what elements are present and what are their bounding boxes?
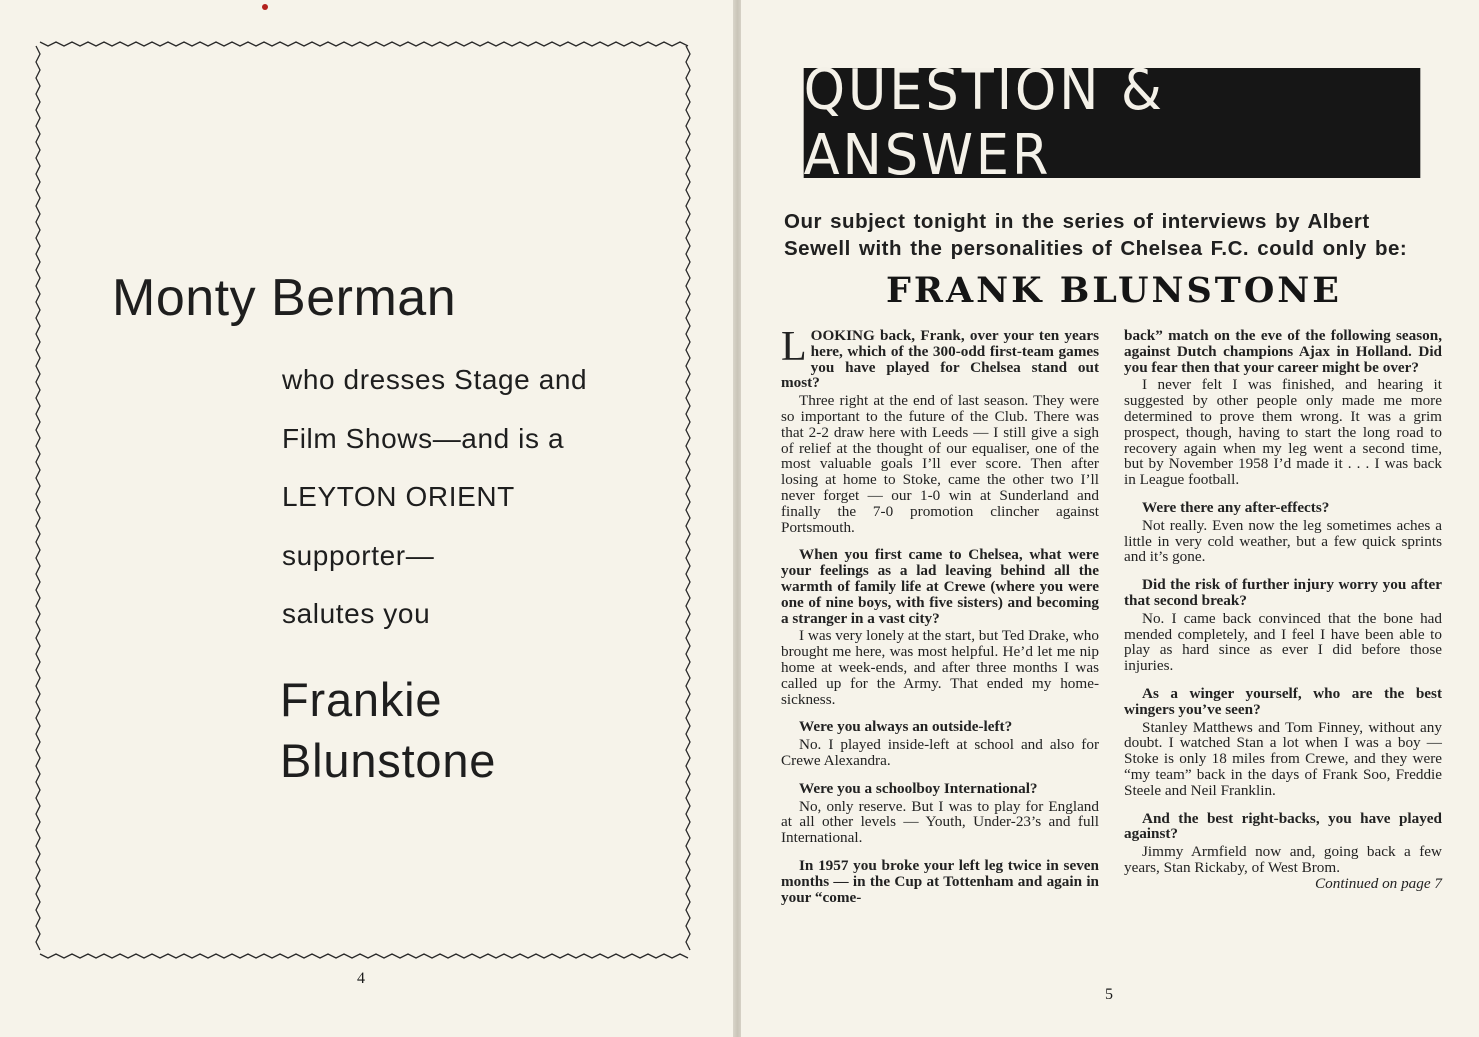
border-zigzag-edge bbox=[40, 954, 688, 958]
left-page bbox=[0, 0, 735, 1037]
answer: Stanley Matthews and Tom Finney, without any doubt. I watched Stan a lot when I was a boy — Stoke is only 18 miles from Crewe, and they were “my team” back in the days of Frank Soo, Freddie Steele and Neil Franklin. bbox=[1124, 718, 1442, 799]
player-surname: Blunstone bbox=[280, 734, 497, 787]
question: Did the risk of further injury worry you after that second break? bbox=[1124, 576, 1442, 609]
continued-note: Continued on page 7 bbox=[1315, 874, 1442, 892]
question: And the best right-backs, you have played against? bbox=[1124, 809, 1442, 843]
border-zigzag-edge bbox=[36, 46, 40, 950]
drop-cap: L bbox=[781, 324, 807, 370]
question: Were you always an outside-left? bbox=[799, 718, 1013, 736]
question: As a winger yourself, who are the best wingers you’ve seen? bbox=[1124, 684, 1442, 718]
advertiser-name: Monty Berman bbox=[112, 269, 457, 327]
question: When you first came to Chelsea, what were your feelings as a lad leaving behind all the warmth of family life at Crewe (where you were one of nine boys, with five sisters) and becoming a stranger in a vast city? bbox=[781, 546, 1099, 627]
question-continued: back” match on the eve of the following season, against Dutch champions Ajax in Holland. Did you fear then that your career might be over? bbox=[1124, 327, 1442, 376]
border-zigzag-edge bbox=[40, 42, 688, 46]
qa-item bbox=[781, 324, 1099, 536]
qa-item bbox=[1124, 811, 1442, 876]
qa-item bbox=[1124, 328, 1442, 488]
answer: No, only reserve. But I was to play for England at all other levels — Youth, Under-23’s and full International. bbox=[781, 797, 1099, 847]
qa-item bbox=[781, 781, 1099, 846]
ad-line: salutes you bbox=[282, 598, 431, 629]
answer: Not really. Even now the leg sometimes aches a little in very cold weather, but a few quick sprints and it’s gone. bbox=[1124, 516, 1442, 566]
qa-item bbox=[781, 719, 1099, 768]
player-first-name: Frankie bbox=[280, 673, 443, 726]
question: Were there any after-effects? bbox=[1142, 498, 1330, 516]
answer: No. I came back convinced that the bone had mended completely, and I feel I have been able to play as hard since as ever I did before those injuries. bbox=[1124, 609, 1442, 675]
intro-text: Our subject tonight in the series of interviews by Albert Sewell with the personalities of Chelsea F.C. could only be: bbox=[784, 210, 1408, 260]
article-column-left bbox=[781, 324, 1099, 917]
article-column-right bbox=[1124, 328, 1442, 892]
answer: I was very lonely at the start, but Ted Drake, who brought me here, was most helpful. He’d let me nip home at week-ends, and after three months I was called up for the Army. That ended my home-sickness. bbox=[781, 627, 1099, 708]
ad-line: LEYTON ORIENT bbox=[282, 481, 515, 512]
qa-item bbox=[781, 547, 1099, 707]
ink-dot bbox=[262, 4, 268, 10]
question-text: OOKING back, Frank, over your ten years here, which of the 300-odd first-team games you have played for Chelsea stand out most? bbox=[781, 327, 1099, 392]
ad-line: Film Shows—and is a bbox=[282, 423, 565, 454]
qa-item bbox=[1124, 500, 1442, 565]
subject-name: FRANK BLUNSTONE bbox=[886, 270, 1342, 311]
question: Were you a schoolboy International? bbox=[799, 779, 1038, 797]
qa-item bbox=[1124, 577, 1442, 674]
ad-line: supporter— bbox=[282, 540, 435, 571]
ad-line: who dresses Stage and bbox=[282, 364, 588, 395]
answer: Three right at the end of last season. They were so important to the future of the Club. There was that 2-2 draw here with Leeds — I still give a sigh of relief at the thought of our equaliser, one of the most valuable goals I’ll ever score. Then after losing at home to Stoke, came the other two I’ll never forget — our 1-0 win at Sunderland and finally the 7-0 promotion clincher against Portsmouth. bbox=[781, 392, 1099, 536]
page-title: QUESTION & ANSWER bbox=[804, 68, 1421, 178]
answer: Jimmy Armfield now and, going back a few years, Stan Rickaby, of West Brom. bbox=[1124, 843, 1442, 876]
answer: No. I played inside-left at school and also for Crewe Alexandra. bbox=[781, 736, 1099, 769]
qa-item bbox=[1124, 686, 1442, 799]
page-number: 5 bbox=[1105, 986, 1113, 1003]
question: In 1957 you broke your left leg twice in seven months — in the Cup at Tottenham and again in your “come- bbox=[781, 856, 1099, 906]
right-page bbox=[741, 0, 1479, 1037]
page-number: 4 bbox=[357, 970, 365, 987]
answer: I never felt I was finished, and hearing it suggested by other people only made me more determined to prove them wrong. It was a grim prospect, though, having to start the long road to recovery again when my leg went a second time, but by November 1958 I’d made it . . . I was back in League football. bbox=[1124, 376, 1442, 489]
border-zigzag-edge bbox=[686, 46, 690, 950]
question bbox=[781, 324, 1099, 392]
qa-item bbox=[781, 858, 1099, 905]
